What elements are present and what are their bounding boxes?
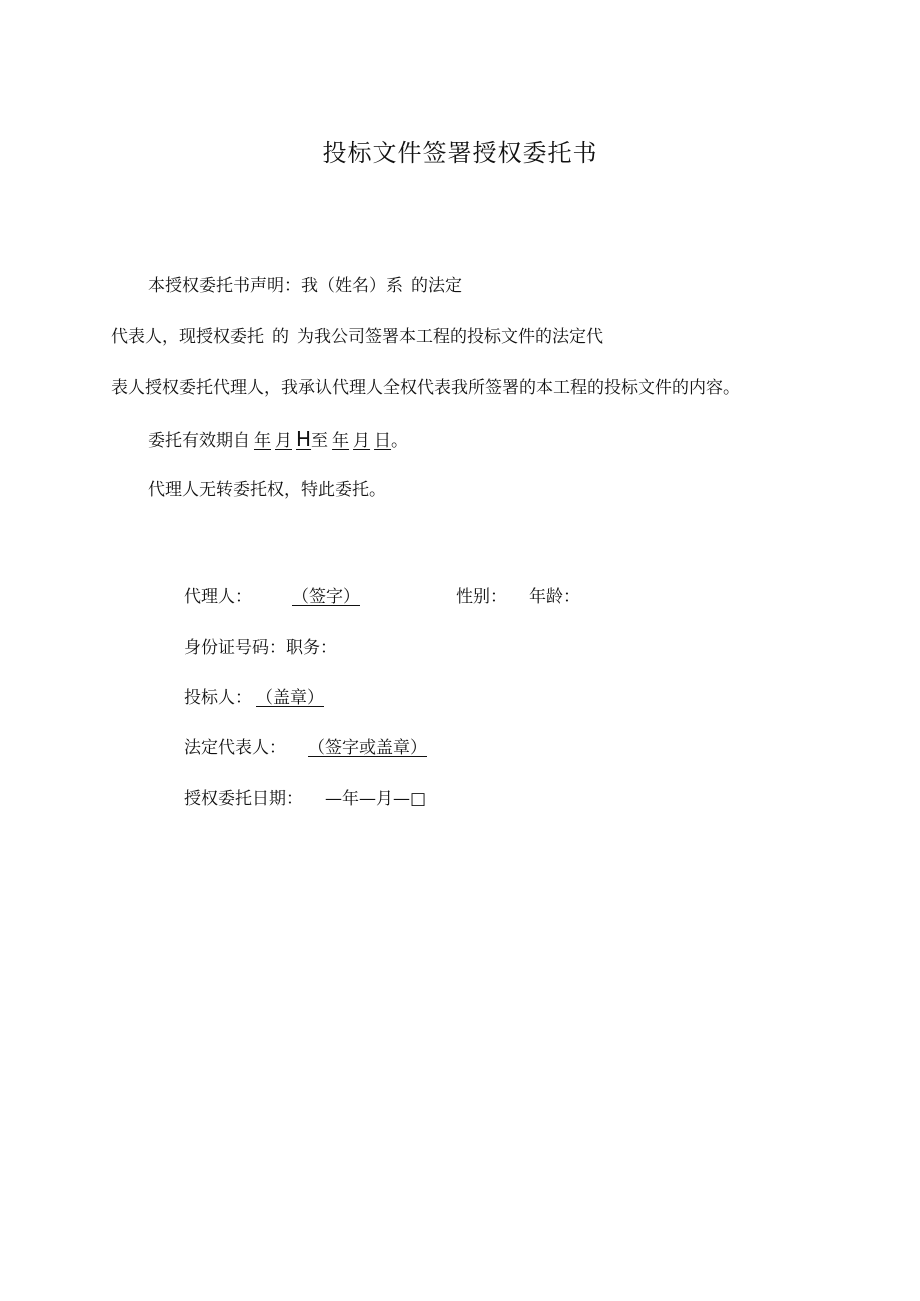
agent-label: 代理人： [184, 587, 252, 607]
bidder-line [184, 686, 324, 710]
gender-label: 性别： [456, 587, 507, 607]
statement-text: 本授权委托书声明：我（姓名）系 [148, 276, 403, 296]
id-position-line [184, 636, 337, 660]
validity-line: 委托有效期自 年 月 H至 年 月 日。 [148, 427, 409, 451]
legal-rep-line [184, 736, 427, 760]
delegation-purpose: 为我公司签署本工程的投标文件的法定代 [297, 327, 603, 347]
date-value: —年—月—□ [325, 789, 427, 809]
validity-to: 至 [311, 431, 329, 451]
position-label: 职务： [286, 638, 337, 658]
age-label: 年龄： [529, 587, 580, 607]
date-line [184, 787, 426, 811]
agent-signature-field: （签字） [292, 587, 360, 607]
legal-rep-label: 法定代表人： [184, 738, 286, 758]
legal-rep-signature-field: （签字或盖章） [308, 738, 427, 758]
bidder-label: 投标人： [184, 688, 252, 708]
id-number-label: 身份证号码： [184, 638, 286, 658]
no-transfer-line: 代理人无转委托权，特此委托。 [148, 480, 386, 500]
paragraph-line-2 [111, 325, 603, 349]
agent-line [184, 585, 580, 609]
validity-prefix: 委托有效期自 [148, 431, 250, 451]
document-title: 投标文件签署授权委托书 [322, 139, 598, 167]
paragraph-line-1 [148, 274, 462, 298]
delegation-text: 代表人，现授权委托 [111, 327, 264, 347]
validity-end-date: 年 月 日 [332, 431, 392, 451]
date-label: 授权委托日期： [184, 789, 303, 809]
statement-text-suffix: 的法定 [411, 276, 462, 296]
delegation-of: 的 [272, 327, 289, 347]
validity-start-date: 年 月 H [254, 427, 312, 451]
paragraph-line-3: 表人授权委托代理人，我承认代理人全权代表我所签署的本工程的投标文件的内容。 [111, 378, 740, 398]
bidder-seal-field: （盖章） [256, 688, 324, 708]
